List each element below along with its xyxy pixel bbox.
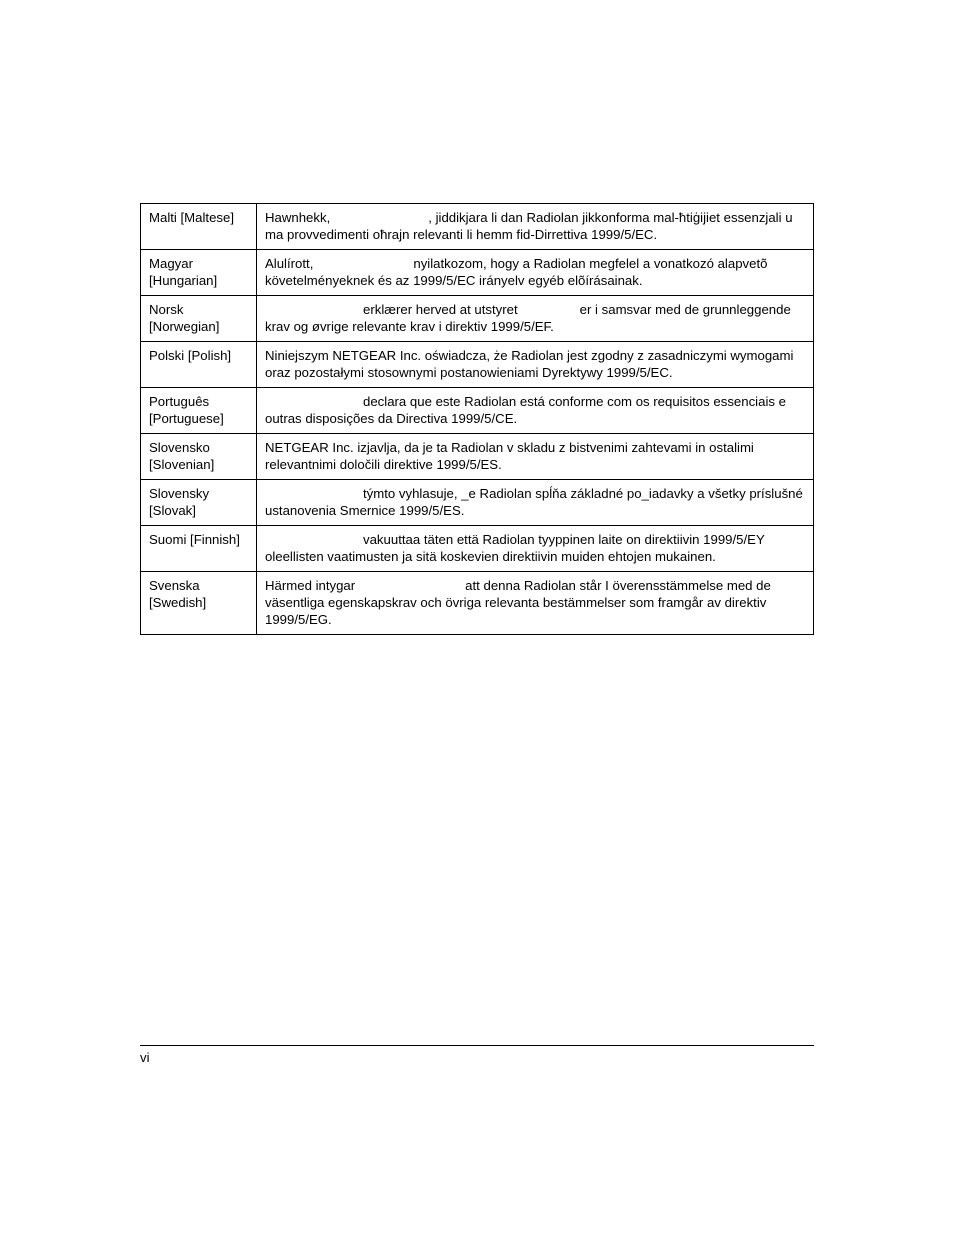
language-cell: Slovensko [Slovenian]: [141, 434, 257, 480]
language-cell: Português [Portuguese]: [141, 388, 257, 434]
declaration-text: er i samsvar med de grunnleggende krav og øvrige relevante krav i direktiv 1999/5/EF.: [265, 302, 791, 334]
language-cell: Slovensky [Slovak]: [141, 480, 257, 526]
declaration-cell: [257, 204, 814, 250]
table-row-finnish: [141, 526, 814, 572]
declaration-cell: [257, 434, 814, 480]
declaration-text: NETGEAR Inc. izjavlja, da je ta Radiolan v skladu z bistvenimi zahtevami in ostalimi relevantnimi določili direktive 1999/5/ES.: [265, 440, 754, 472]
declaration-text: declara que este Radiolan está conforme com os requisitos essenciais e outras disposições da Directiva 1999/5/CE.: [265, 394, 786, 426]
table-row-polish: [141, 342, 814, 388]
language-cell: Svenska [Swedish]: [141, 572, 257, 635]
declaration-cell: [257, 342, 814, 388]
declaration-cell: [257, 296, 814, 342]
declaration-cell: [257, 480, 814, 526]
declaration-text: erklærer herved at utstyret: [363, 302, 518, 317]
declaration-text: týmto vyhlasuje, _e Radiolan spĺňa základné po_iadavky a všetky príslušné ustanovenia Smernice 1999/5/ES.: [265, 486, 803, 518]
declaration-text: Alulírott,: [265, 256, 314, 271]
language-cell: Polski [Polish]: [141, 342, 257, 388]
language-cell: Malti [Maltese]: [141, 204, 257, 250]
language-cell: Magyar [Hungarian]: [141, 250, 257, 296]
page-number: vi: [140, 1050, 150, 1065]
footer-divider: [140, 1045, 814, 1046]
language-cell: Suomi [Finnish]: [141, 526, 257, 572]
declaration-text: Hawnhekk,: [265, 210, 331, 225]
declaration-text: nyilatkozom, hogy a Radiolan megfelel a vonatkozó alapvetõ követelményeknek és az 1999/5/EC irányelv egyéb elõírásainak.: [265, 256, 768, 288]
declaration-text: Niniejszym NETGEAR Inc. oświadcza, że Radiolan jest zgodny z zasadniczymi wymogami oraz pozostałymi stosownymi postanowieniami Dyrektywy 1999/5/EC.: [265, 348, 794, 380]
declaration-of-conformity-table: [140, 203, 814, 635]
table-row-swedish: [141, 572, 814, 635]
declaration-cell: [257, 250, 814, 296]
table-row-maltese: [141, 204, 814, 250]
table-row-norwegian: [141, 296, 814, 342]
declaration-text: vakuuttaa täten että Radiolan tyyppinen laite on direktiivin 1999/5/EY oleellisten vaatimusten ja sitä koskevien direktiivin muiden ehtojen mukainen.: [265, 532, 765, 564]
declaration-cell: [257, 572, 814, 635]
table-row-slovenian: [141, 434, 814, 480]
language-cell: Norsk [Norwegian]: [141, 296, 257, 342]
declaration-text: Härmed intygar: [265, 578, 356, 593]
table-row-portuguese: [141, 388, 814, 434]
declaration-cell: [257, 526, 814, 572]
table-row-slovak: [141, 480, 814, 526]
declaration-cell: [257, 388, 814, 434]
declaration-text: att denna Radiolan står I överensstämmelse med de väsentliga egenskapskrav och övriga relevanta bestämmelser som framgår av direktiv 1999/5/EG.: [265, 578, 771, 627]
table-row-hungarian: [141, 250, 814, 296]
declaration-text: , jiddikjara li dan Radiolan jikkonforma mal-ħtiġijiet essenzjali u ma provvedimenti oħrajn relevanti li hemm fid-Dirrettiva 1999/5/EC.: [265, 210, 793, 242]
